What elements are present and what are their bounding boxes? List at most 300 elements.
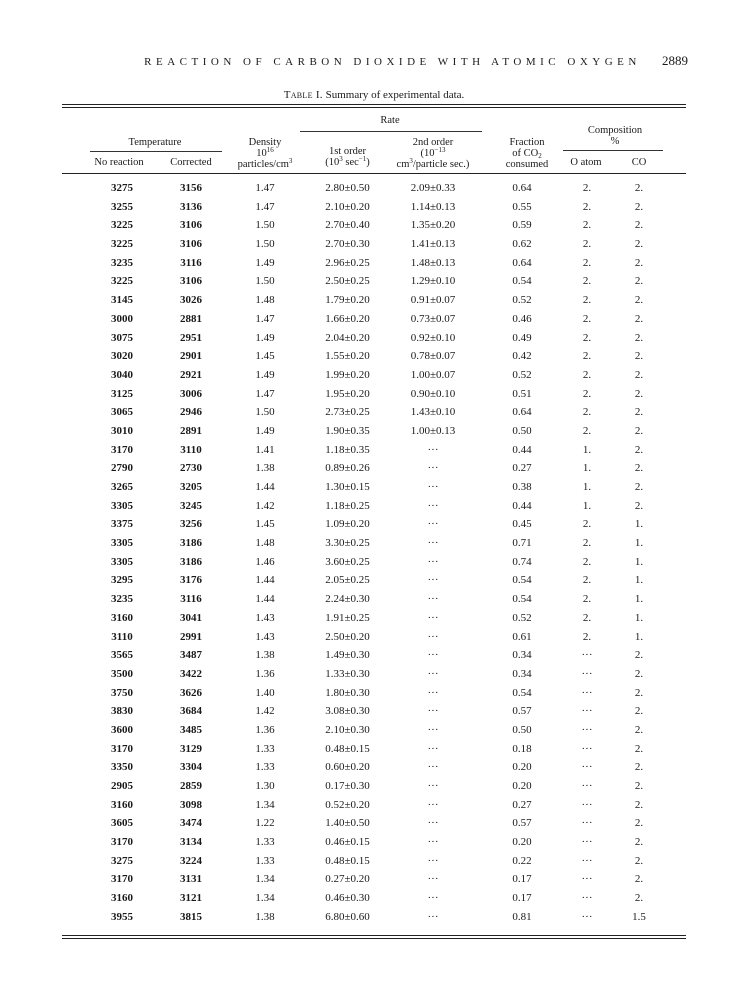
cell-no-reaction: 3160 — [111, 611, 133, 624]
cell-first-order: 1.90±0.35 — [325, 424, 370, 437]
cell-first-order: 0.48±0.15 — [325, 742, 370, 755]
fraction-label: Fraction — [509, 137, 545, 148]
table-row — [0, 534, 748, 553]
cell-co: 2. — [634, 219, 644, 232]
cell-o-atom: ··· — [581, 761, 593, 774]
cell-corrected: 3245 — [180, 499, 202, 512]
cell-co: 1. — [634, 518, 644, 531]
cell-second-order: ··· — [427, 443, 439, 456]
cell-fraction: 0.52 — [512, 611, 532, 624]
rate-header: Rate — [380, 115, 400, 126]
cell-first-order: 1.49±0.30 — [325, 649, 370, 662]
cell-density: 1.36 — [255, 667, 275, 680]
cell-co: 2. — [634, 238, 644, 251]
cell-o-atom: 2. — [582, 294, 592, 307]
cell-co: 2. — [634, 836, 644, 849]
table-row — [0, 497, 748, 516]
cell-co: 2. — [634, 462, 644, 475]
cell-density: 1.22 — [255, 817, 275, 830]
second-order-scale: ($10^{-13}$ — [420, 146, 446, 159]
cell-co: 2. — [634, 873, 644, 886]
cell-o-atom: ··· — [581, 723, 593, 736]
cell-o-atom: 2. — [582, 368, 592, 381]
cell-fraction: 0.57 — [512, 817, 532, 830]
cell-corrected: 2901 — [180, 350, 202, 363]
cell-o-atom: ··· — [581, 817, 593, 830]
cell-second-order: ··· — [427, 705, 439, 718]
cell-second-order: 0.78±0.07 — [410, 350, 456, 363]
cell-density: 1.48 — [255, 537, 275, 550]
cell-second-order: ··· — [427, 780, 439, 792]
no-reaction-header: No reaction — [94, 157, 144, 168]
cell-corrected: 3304 — [180, 761, 202, 774]
composition-underline — [563, 150, 663, 151]
cell-no-reaction: 3275 — [111, 182, 133, 194]
cell-second-order: ··· — [427, 686, 439, 699]
co-header: CO — [631, 157, 647, 168]
cell-second-order: 1.00±0.13 — [410, 424, 456, 437]
cell-first-order: 1.91±0.25 — [325, 611, 370, 624]
table-row — [0, 870, 748, 889]
cell-density: 1.38 — [255, 462, 275, 475]
cell-first-order: 2.50±0.25 — [325, 275, 370, 288]
cell-no-reaction: 2905 — [111, 780, 133, 792]
cell-first-order: 0.52±0.20 — [325, 798, 370, 811]
cell-second-order: ··· — [427, 499, 439, 512]
cell-second-order: 1.35±0.20 — [410, 219, 456, 232]
cell-co: 2. — [634, 705, 644, 718]
cell-density: 1.30 — [255, 780, 275, 792]
table-row — [0, 571, 748, 590]
cell-density: 1.50 — [255, 219, 275, 232]
cell-fraction: 0.45 — [512, 518, 532, 531]
cell-co: 2. — [634, 200, 644, 213]
cell-corrected: 3186 — [180, 537, 202, 550]
table-row — [0, 235, 748, 254]
cell-co: 2. — [634, 723, 644, 736]
o-atom-header: O atom — [570, 157, 602, 168]
cell-second-order: ··· — [427, 761, 439, 774]
table-row — [0, 272, 748, 291]
cell-second-order: ··· — [427, 817, 439, 830]
cell-co: 2. — [634, 761, 644, 774]
cell-o-atom: 2. — [582, 182, 592, 194]
cell-no-reaction: 3305 — [111, 555, 133, 568]
cell-fraction: 0.27 — [512, 462, 532, 475]
cell-fraction: 0.46 — [512, 312, 532, 325]
cell-no-reaction: 3375 — [111, 518, 133, 531]
cell-second-order: ··· — [427, 742, 439, 755]
cell-first-order: 6.80±0.60 — [325, 910, 370, 923]
cell-second-order: 0.73±0.07 — [410, 312, 456, 325]
cell-second-order: 0.90±0.10 — [410, 387, 456, 400]
cell-o-atom: 2. — [582, 238, 592, 251]
cell-density: 1.44 — [255, 593, 275, 606]
cell-co: 2. — [634, 424, 644, 437]
cell-density: 1.33 — [255, 742, 275, 755]
cell-corrected: 3131 — [180, 873, 202, 886]
table-row — [0, 366, 748, 385]
cell-no-reaction: 3295 — [111, 574, 133, 587]
cell-density: 1.42 — [255, 705, 275, 718]
cell-co: 2. — [634, 387, 644, 400]
cell-corrected: 3116 — [180, 256, 202, 269]
cell-fraction: 0.64 — [512, 256, 532, 269]
cell-no-reaction: 3145 — [111, 294, 133, 307]
cell-fraction: 0.52 — [512, 294, 532, 307]
cell-second-order: ··· — [427, 611, 439, 624]
table-row — [0, 478, 748, 497]
cell-first-order: 1.18±0.25 — [325, 499, 370, 512]
cell-corrected: 3626 — [180, 686, 202, 699]
cell-o-atom: ··· — [581, 686, 593, 699]
cell-no-reaction: 2790 — [111, 462, 133, 475]
cell-o-atom: ··· — [581, 873, 593, 886]
cell-corrected: 3136 — [180, 200, 202, 213]
table-row — [0, 254, 748, 273]
cell-first-order: 1.18±0.35 — [325, 443, 370, 456]
cell-no-reaction: 3170 — [111, 742, 133, 755]
corrected-header: Corrected — [170, 157, 212, 168]
cell-fraction: 0.54 — [512, 593, 532, 606]
cell-no-reaction: 3235 — [111, 593, 133, 606]
cell-fraction: 0.50 — [512, 424, 532, 437]
cell-o-atom: ··· — [581, 854, 593, 867]
cell-density: 1.46 — [255, 555, 275, 568]
fraction-consumed: consumed — [505, 159, 549, 170]
cell-density: 1.33 — [255, 761, 275, 774]
cell-fraction: 0.42 — [512, 350, 532, 363]
composition-header — [560, 125, 670, 147]
table-row — [0, 646, 748, 665]
table-row — [0, 721, 748, 740]
cell-corrected: 2881 — [180, 312, 202, 325]
cell-corrected: 3134 — [180, 836, 202, 849]
cell-co: 2. — [634, 817, 644, 830]
cell-density: 1.38 — [255, 910, 275, 923]
bottom-rule — [62, 935, 686, 936]
cell-o-atom: ··· — [581, 742, 593, 755]
cell-fraction: 0.59 — [512, 219, 532, 232]
cell-second-order: 1.48±0.13 — [410, 256, 456, 269]
cell-corrected: 3026 — [180, 294, 202, 307]
cell-second-order: ··· — [427, 798, 439, 811]
cell-fraction: 0.38 — [512, 481, 532, 493]
cell-no-reaction: 3020 — [111, 350, 133, 363]
cell-second-order: ··· — [427, 481, 439, 493]
cell-density: 1.50 — [255, 275, 275, 288]
cell-no-reaction: 3830 — [111, 705, 133, 718]
cell-corrected: 3176 — [180, 574, 202, 587]
cell-no-reaction: 3305 — [111, 499, 133, 512]
fraction-of-co2: of $CO_2$ — [512, 148, 542, 160]
cell-second-order: 1.43±0.10 — [410, 406, 456, 419]
cell-co: 2. — [634, 312, 644, 325]
composition-label: Composition — [587, 125, 643, 136]
cell-first-order: 2.10±0.20 — [325, 200, 370, 213]
cell-density: 1.47 — [255, 200, 275, 213]
cell-co: 2. — [634, 742, 644, 755]
cell-second-order: ··· — [427, 537, 439, 550]
cell-first-order: 2.05±0.25 — [325, 574, 370, 587]
cell-corrected: 3815 — [180, 910, 202, 923]
table-row — [0, 385, 748, 404]
cell-no-reaction: 3075 — [111, 331, 133, 344]
temperature-header: Temperature — [128, 137, 182, 148]
cell-density: 1.47 — [255, 312, 275, 325]
cell-first-order: 0.46±0.30 — [325, 892, 370, 905]
cell-corrected: 3224 — [180, 854, 202, 867]
cell-fraction: 0.62 — [512, 238, 532, 251]
cell-co: 2. — [634, 780, 644, 792]
cell-no-reaction: 3160 — [111, 892, 133, 905]
cell-corrected: 3098 — [180, 798, 202, 811]
cell-density: 1.47 — [255, 387, 275, 400]
cell-o-atom: 2. — [582, 200, 592, 213]
cell-corrected: 3485 — [180, 723, 202, 736]
cell-o-atom: 2. — [582, 387, 592, 400]
cell-corrected: 3256 — [180, 518, 202, 531]
table-row — [0, 198, 748, 217]
cell-co: 1. — [634, 574, 644, 587]
table-row — [0, 216, 748, 235]
table-row — [0, 665, 748, 684]
cell-density: 1.41 — [255, 443, 275, 456]
cell-second-order: ··· — [427, 667, 439, 680]
cell-fraction: 0.20 — [512, 780, 532, 792]
cell-density: 1.43 — [255, 630, 275, 643]
table-row — [0, 329, 748, 348]
first-order-label: 1st order — [328, 146, 367, 157]
cell-o-atom: 2. — [582, 350, 592, 363]
cell-no-reaction: 3125 — [111, 387, 133, 400]
cell-first-order: 2.24±0.30 — [325, 593, 370, 606]
cell-first-order: 3.30±0.25 — [325, 537, 370, 550]
cell-first-order: 0.17±0.30 — [325, 780, 370, 792]
table-caption-text: Summary of experimental data. — [325, 89, 465, 101]
cell-second-order: 1.00±0.07 — [410, 368, 456, 381]
cell-co: 1. — [634, 630, 644, 643]
cell-fraction: 0.49 — [512, 331, 532, 344]
table-row — [0, 758, 748, 777]
cell-co: 2. — [634, 798, 644, 811]
cell-o-atom: 1. — [582, 481, 592, 493]
cell-second-order: ··· — [427, 836, 439, 849]
cell-second-order: 1.41±0.13 — [410, 238, 456, 251]
cell-fraction: 0.18 — [512, 742, 532, 755]
top-rule — [62, 104, 686, 105]
cell-first-order: 2.04±0.20 — [325, 331, 370, 344]
table-row — [0, 347, 748, 366]
cell-fraction: 0.52 — [512, 368, 532, 381]
header-rule — [62, 173, 686, 174]
cell-corrected: 2859 — [180, 780, 202, 792]
cell-o-atom: 2. — [582, 219, 592, 232]
cell-corrected: 3106 — [180, 238, 202, 251]
cell-co: 1. — [634, 593, 644, 606]
table-row — [0, 852, 748, 871]
cell-o-atom: ··· — [581, 798, 593, 811]
cell-second-order: 2.09±0.33 — [410, 182, 456, 194]
cell-corrected: 3110 — [180, 443, 202, 456]
cell-o-atom: ··· — [581, 836, 593, 849]
cell-no-reaction: 3110 — [111, 630, 133, 643]
cell-no-reaction: 3010 — [111, 424, 133, 437]
running-head: REACTION OF CARBON DIOXIDE WITH ATOMIC OXYGEN — [144, 56, 641, 68]
cell-o-atom: 2. — [582, 256, 592, 269]
table-body — [0, 179, 748, 927]
cell-o-atom: 1. — [582, 443, 592, 456]
cell-fraction: 0.64 — [512, 406, 532, 419]
cell-corrected: 3106 — [180, 275, 202, 288]
cell-o-atom: 2. — [582, 574, 592, 587]
table-row — [0, 684, 748, 703]
cell-second-order: 0.92±0.10 — [410, 331, 456, 344]
cell-density: 1.44 — [255, 574, 275, 587]
cell-no-reaction: 3000 — [111, 312, 133, 325]
cell-fraction: 0.54 — [512, 686, 532, 699]
cell-second-order: ··· — [427, 630, 439, 643]
cell-density: 1.49 — [255, 256, 275, 269]
cell-o-atom: ··· — [581, 649, 593, 662]
cell-first-order: 1.80±0.30 — [325, 686, 370, 699]
cell-first-order: 3.60±0.25 — [325, 555, 370, 568]
cell-co: 2. — [634, 854, 644, 867]
cell-fraction: 0.81 — [512, 910, 532, 923]
cell-co: 1. — [634, 537, 644, 550]
cell-no-reaction: 3750 — [111, 686, 133, 699]
cell-corrected: 3422 — [180, 667, 202, 680]
cell-second-order: ··· — [427, 910, 439, 923]
cell-corrected: 3006 — [180, 387, 202, 400]
cell-fraction: 0.74 — [512, 555, 532, 568]
cell-first-order: 1.66±0.20 — [325, 312, 370, 325]
cell-second-order: ··· — [427, 574, 439, 587]
cell-corrected: 2921 — [180, 368, 202, 381]
cell-o-atom: 2. — [582, 630, 592, 643]
table-row — [0, 403, 748, 422]
cell-co: 2. — [634, 443, 644, 456]
table-row — [0, 777, 748, 796]
cell-fraction: 0.44 — [512, 499, 532, 512]
cell-co: 2. — [634, 406, 644, 419]
cell-fraction: 0.54 — [512, 574, 532, 587]
page-number: 2889 — [662, 53, 688, 68]
cell-corrected: 2951 — [180, 331, 202, 344]
table-caption-label: Table I. — [283, 89, 323, 101]
cell-o-atom: ··· — [581, 910, 593, 923]
cell-first-order: 2.10±0.30 — [325, 723, 370, 736]
cell-o-atom: 2. — [582, 312, 592, 325]
cell-first-order: 1.99±0.20 — [325, 368, 370, 381]
cell-fraction: 0.17 — [512, 873, 532, 886]
cell-co: 2. — [634, 182, 644, 194]
table-row — [0, 628, 748, 647]
table-row — [0, 553, 748, 572]
cell-density: 1.49 — [255, 331, 275, 344]
cell-no-reaction: 3275 — [111, 854, 133, 867]
cell-first-order: 1.40±0.50 — [325, 817, 370, 830]
cell-corrected: 3116 — [180, 593, 202, 606]
cell-no-reaction: 3565 — [111, 649, 133, 662]
cell-density: 1.49 — [255, 368, 275, 381]
cell-corrected: 2891 — [180, 424, 202, 437]
cell-fraction: 0.55 — [512, 200, 532, 213]
cell-o-atom: 2. — [582, 537, 592, 550]
cell-co: 1. — [634, 555, 644, 568]
cell-co: 1. — [634, 611, 644, 624]
cell-co: 2. — [634, 331, 644, 344]
cell-density: 1.47 — [255, 182, 275, 194]
first-order-unit: ($10^3$ $\sec^{-1}$) — [325, 155, 370, 168]
cell-co: 2. — [634, 350, 644, 363]
cell-fraction: 0.57 — [512, 705, 532, 718]
cell-first-order: 1.09±0.20 — [325, 518, 370, 531]
cell-fraction: 0.54 — [512, 275, 532, 288]
cell-no-reaction: 3160 — [111, 798, 133, 811]
table-row — [0, 908, 748, 927]
table-row — [0, 179, 748, 198]
cell-no-reaction: 3225 — [111, 219, 133, 232]
cell-second-order: ··· — [427, 854, 439, 867]
table-row — [0, 291, 748, 310]
cell-no-reaction: 3235 — [111, 256, 133, 269]
cell-density: 1.50 — [255, 238, 275, 251]
cell-density: 1.33 — [255, 854, 275, 867]
cell-first-order: 1.95±0.20 — [325, 387, 370, 400]
cell-first-order: 2.50±0.20 — [325, 630, 370, 643]
table-row — [0, 889, 748, 908]
cell-no-reaction: 3955 — [111, 910, 133, 923]
cell-first-order: 2.70±0.40 — [325, 219, 370, 232]
cell-density: 1.49 — [255, 424, 275, 437]
cell-fraction: 0.51 — [512, 387, 532, 400]
cell-o-atom: ··· — [581, 705, 593, 718]
cell-second-order: ··· — [427, 462, 439, 475]
cell-o-atom: 2. — [582, 424, 592, 437]
cell-corrected: 3474 — [180, 817, 202, 830]
cell-first-order: 0.89±0.26 — [325, 462, 370, 475]
cell-first-order: 2.96±0.25 — [325, 256, 370, 269]
cell-o-atom: 1. — [582, 499, 592, 512]
cell-fraction: 0.34 — [512, 649, 532, 662]
cell-o-atom: 2. — [582, 593, 592, 606]
cell-fraction: 0.20 — [512, 761, 532, 774]
cell-first-order: 0.48±0.15 — [325, 854, 370, 867]
cell-o-atom: 2. — [582, 555, 592, 568]
cell-density: 1.42 — [255, 499, 275, 512]
cell-no-reaction: 3255 — [111, 200, 133, 213]
cell-corrected: 3487 — [180, 649, 202, 662]
cell-co: 2. — [634, 499, 644, 512]
cell-no-reaction: 3170 — [111, 873, 133, 886]
cell-no-reaction: 3225 — [111, 275, 133, 288]
cell-first-order: 0.46±0.15 — [325, 836, 370, 849]
table-caption — [0, 89, 748, 101]
cell-corrected: 3684 — [180, 705, 202, 718]
table-row — [0, 515, 748, 534]
density-unit: particles/$cm^3$ — [237, 157, 293, 170]
cell-fraction: 0.61 — [512, 630, 532, 643]
cell-fraction: 0.50 — [512, 723, 532, 736]
cell-corrected: 3106 — [180, 219, 202, 232]
cell-first-order: 0.60±0.20 — [325, 761, 370, 774]
table-row — [0, 459, 748, 478]
cell-density: 1.43 — [255, 611, 275, 624]
cell-second-order: 0.91±0.07 — [410, 294, 456, 307]
cell-first-order: 1.30±0.15 — [325, 481, 370, 493]
cell-o-atom: 2. — [582, 275, 592, 288]
